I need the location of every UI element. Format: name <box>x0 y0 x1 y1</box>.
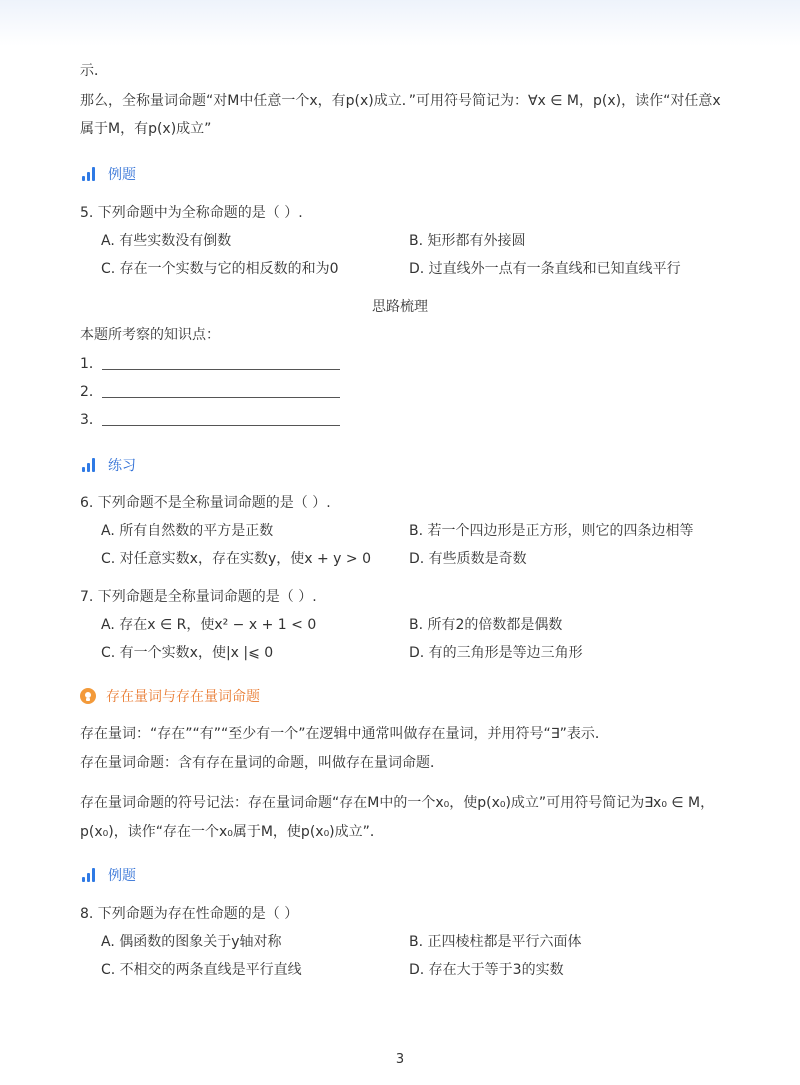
q6-option-b: B. 若一个四边形是正方形，则它的四条边相等 <box>409 523 694 539</box>
example-heading-1 <box>82 164 136 184</box>
page-number: 3 <box>395 1052 405 1067</box>
answer-blank-2[interactable] <box>102 397 340 398</box>
q5-option-d: D. 过直线外一点有一条直线和已知直线平行 <box>409 261 681 277</box>
blank-label-2: 2． <box>80 384 103 400</box>
q6-option-d: D. 有些质数是奇数 <box>409 551 527 567</box>
example-heading-2 <box>82 865 136 885</box>
question-7-stem: 7. 下列命题是全称量词命题的是（ ）. <box>80 589 317 605</box>
question-8-stem: 8. 下列命题为存在性命题的是（ ） <box>80 906 299 922</box>
q5-option-a: A. 有些实数没有倒数 <box>101 233 232 249</box>
q6-option-c: C. 对任意实数x，存在实数y，使x + y > 0 <box>101 551 371 567</box>
example-title-2: 例题 <box>108 868 136 884</box>
intro-line-0: 示． <box>80 63 108 79</box>
q7-option-c: C. 有一个实数x，使|x |⩽ 0 <box>101 645 274 661</box>
q8-option-d: D. 存在大于等于3的实数 <box>409 962 564 978</box>
knowledge-label: 本题所考察的知识点： <box>80 327 220 343</box>
bar-chart-icon <box>82 167 98 181</box>
question-5-stem: 5. 下列命题中为全称命题的是（ ）. <box>80 205 303 221</box>
q7-option-a: A. 存在x ∈ R，使x² − x + 1 < 0 <box>101 617 317 633</box>
blank-label-1: 1． <box>80 356 103 372</box>
practice-title: 练习 <box>108 458 136 474</box>
q8-option-c: C. 不相交的两条直线是平行直线 <box>101 962 302 978</box>
existential-para-3b: p(x₀)，读作“存在一个x₀属于M，使p(x₀)成立”． <box>80 824 384 840</box>
example-title: 例题 <box>108 167 136 183</box>
question-6-stem: 6. 下列命题不是全称量词命题的是（ ）. <box>80 495 331 511</box>
q5-option-b: B. 矩形都有外接圆 <box>409 233 526 249</box>
existential-para-1: 存在量词：“存在”“有”“至少有一个”在逻辑中通常叫做存在量词，并用符号“∃”表示． <box>80 726 609 742</box>
thinking-title: 思路梳理 <box>372 299 428 315</box>
practice-heading <box>82 455 136 475</box>
answer-blank-1[interactable] <box>102 369 340 370</box>
intro-line-1: 那么，全称量词命题“对M中任意一个x，有p(x)成立．”可用符号简记为：∀x ∈ M，p(x)，读作“对任意x <box>80 93 721 109</box>
bar-chart-icon <box>82 458 98 472</box>
answer-blank-3[interactable] <box>102 425 340 426</box>
header-band <box>0 0 800 46</box>
lightbulb-icon <box>80 688 96 704</box>
intro-line-2: 属于M，有p(x)成立” <box>80 121 212 137</box>
q8-option-b: B. 正四棱柱都是平行六面体 <box>409 934 582 950</box>
existential-para-2: 存在量词命题：含有存在量词的命题，叫做存在量词命题． <box>80 755 444 771</box>
q7-option-d: D. 有的三角形是等边三角形 <box>409 645 583 661</box>
q5-option-c: C. 存在一个实数与它的相反数的和为0 <box>101 261 339 277</box>
q6-option-a: A. 所有自然数的平方是正数 <box>101 523 274 539</box>
existential-para-3a: 存在量词命题的符号记法：存在量词命题“存在M中的一个x₀，使p(x₀)成立”可用符号简记为∃x₀ ∈ M， <box>80 795 715 811</box>
existential-heading <box>80 686 260 706</box>
bar-chart-icon <box>82 868 98 882</box>
existential-title: 存在量词与存在量词命题 <box>106 689 260 705</box>
q7-option-b: B. 所有2的倍数都是偶数 <box>409 617 563 633</box>
q8-option-a: A. 偶函数的图象关于y轴对称 <box>101 934 282 950</box>
blank-label-3: 3． <box>80 412 103 428</box>
